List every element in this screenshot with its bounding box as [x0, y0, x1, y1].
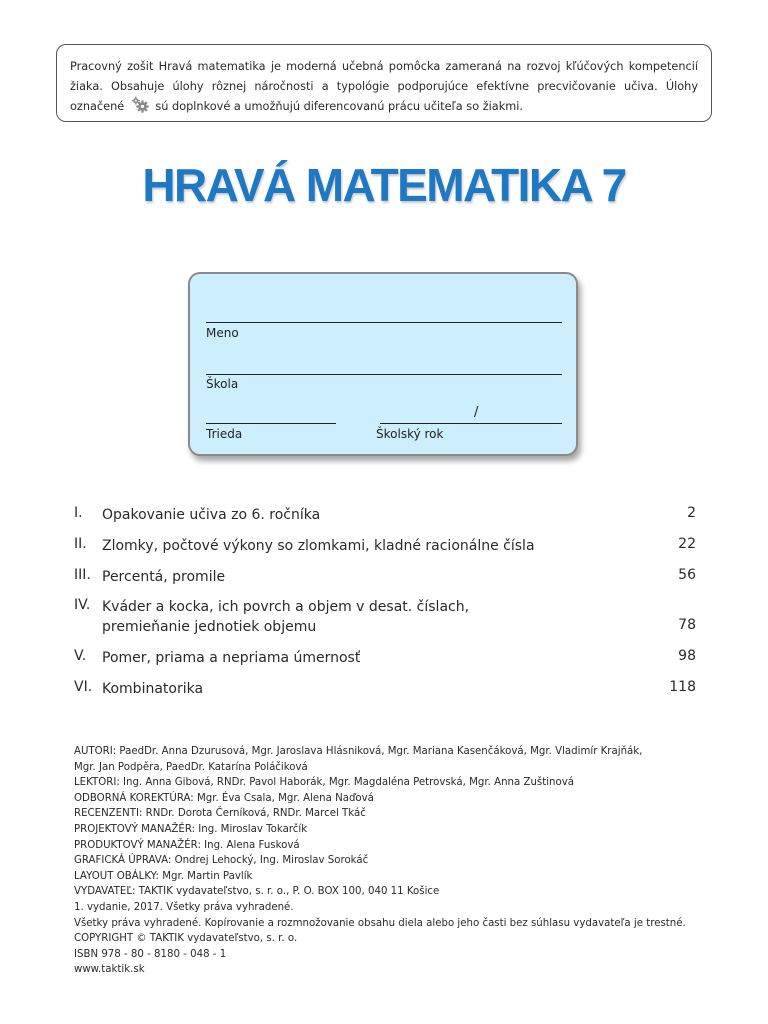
class-label: Trieda — [206, 427, 243, 441]
credits-product-manager: PRODUKTOVÝ MANAŽÉR: Ing. Alena Fusková — [74, 839, 300, 851]
toc-page: 56 — [678, 567, 696, 583]
toc-item[interactable] — [74, 597, 696, 639]
credits-authors-cont: Mgr. Jan Podpěra, PaedDr. Katarína Poláčiková — [74, 761, 308, 773]
toc-page: 2 — [687, 505, 696, 521]
school-year-line[interactable] — [380, 423, 562, 424]
toc-page: 22 — [678, 536, 696, 552]
toc-item[interactable] — [74, 505, 696, 527]
toc-item[interactable] — [74, 567, 696, 589]
toc-title: Pomer, priama a nepriama úmernosť — [102, 650, 361, 666]
credits-project-manager: PROJEKTOVÝ MANAŽÉR: Ing. Miroslav Tokarčík — [74, 823, 308, 835]
intro-box — [56, 44, 712, 122]
credits-reviewers: LEKTORI: Ing. Anna Gibová, RNDr. Pavol Haborák, Mgr. Magdaléna Petrovská, Mgr. Anna Zuštinová — [74, 777, 575, 789]
toc-item[interactable] — [74, 679, 696, 701]
credits-authors: AUTORI: PaedDr. Anna Dzurusová, Mgr. Jaroslava Hlásniková, Mgr. Mariana Kasenčáková, Mgr. Vladimír Krajňák, — [74, 746, 643, 757]
credits-referees: RECENZENTI: RNDr. Dorota Černíková, RNDr. Marcel Tkáč — [74, 808, 366, 820]
credits-edition: 1. vydanie, 2017. Všetky práva vyhradené. — [74, 901, 294, 913]
school-label: Škola — [206, 377, 239, 391]
toc-item[interactable] — [74, 536, 696, 558]
toc-title: Kombinatorika — [102, 681, 204, 697]
credits-publisher: VYDAVATEĽ: TAKTIK vydavateľstvo, s. r. o., P. O. BOX 100, 040 11 Košice — [74, 886, 440, 898]
credits — [74, 744, 704, 978]
toc-number: I. — [74, 505, 83, 521]
intro-text-end: sú doplnkové a umožňujú diferencovanú prácu učiteľa so žiakmi. — [155, 100, 523, 113]
credits-cover-layout: LAYOUT OBÁLKY: Mgr. Martin Pavlík — [74, 870, 253, 882]
name-label: Meno — [206, 326, 239, 340]
credits-copyright: COPYRIGHT © TAKTIK vydavateľstvo, s. r. o. — [74, 933, 298, 945]
name-line[interactable] — [206, 322, 562, 323]
credits-website[interactable]: www.taktik.sk — [74, 964, 145, 976]
toc-number: VI. — [74, 679, 93, 695]
credits-proofreading: ODBORNÁ KOREKTÚRA: Mgr. Éva Csala, Mgr. Alena Naďová — [74, 792, 374, 804]
toc-title: Percentá, promile — [102, 569, 226, 585]
credits-graphic-design: GRAFICKÁ ÚPRAVA: Ondrej Lehocký, Ing. Miroslav Sorokáč — [74, 855, 369, 867]
toc-page: 78 — [678, 617, 696, 633]
toc-number: V. — [74, 648, 87, 664]
toc-number: IV. — [74, 597, 91, 613]
school-line[interactable] — [206, 374, 562, 375]
gears-icon — [130, 95, 150, 115]
credits-isbn: ISBN 978 - 80 - 8180 - 048 - 1 — [74, 948, 227, 960]
intro-text: Pracovný zošit Hravá matematika je moderná učebná pomôcka zameraná na rozvoj kľúčových kompetencií žiaka. Obsahuje úlohy rôznej náročnosti a typológie podporujúce efektívne precvičovanie učiva. Úlohy označené — [70, 60, 698, 113]
page-title: HRAVÁ MATEMATIKA 7 — [142, 159, 626, 211]
school-year-label: Školský rok — [376, 427, 444, 441]
name-card — [188, 272, 578, 456]
toc-title: Zlomky, počtové výkony so zlomkami, kladné racionálne čísla — [102, 538, 535, 554]
toc-number: III. — [74, 567, 91, 583]
toc-item[interactable] — [74, 648, 696, 670]
toc-page: 98 — [678, 648, 696, 664]
credits-rights: Všetky práva vyhradené. Kopírovanie a rozmnožovanie obsahu diela alebo jeho časti bez súhlasu vydavateľa je trestné. — [74, 917, 686, 929]
toc-title: Opakovanie učiva zo 6. ročníka — [102, 507, 321, 523]
toc-number: II. — [74, 536, 87, 552]
class-line[interactable] — [206, 423, 336, 424]
toc-title: Kváder a kocka, ich povrch a objem v desat. číslach, premieňanie jednotiek objemu — [102, 599, 470, 635]
school-year-separator: / — [474, 405, 479, 420]
toc-page: 118 — [669, 679, 696, 695]
